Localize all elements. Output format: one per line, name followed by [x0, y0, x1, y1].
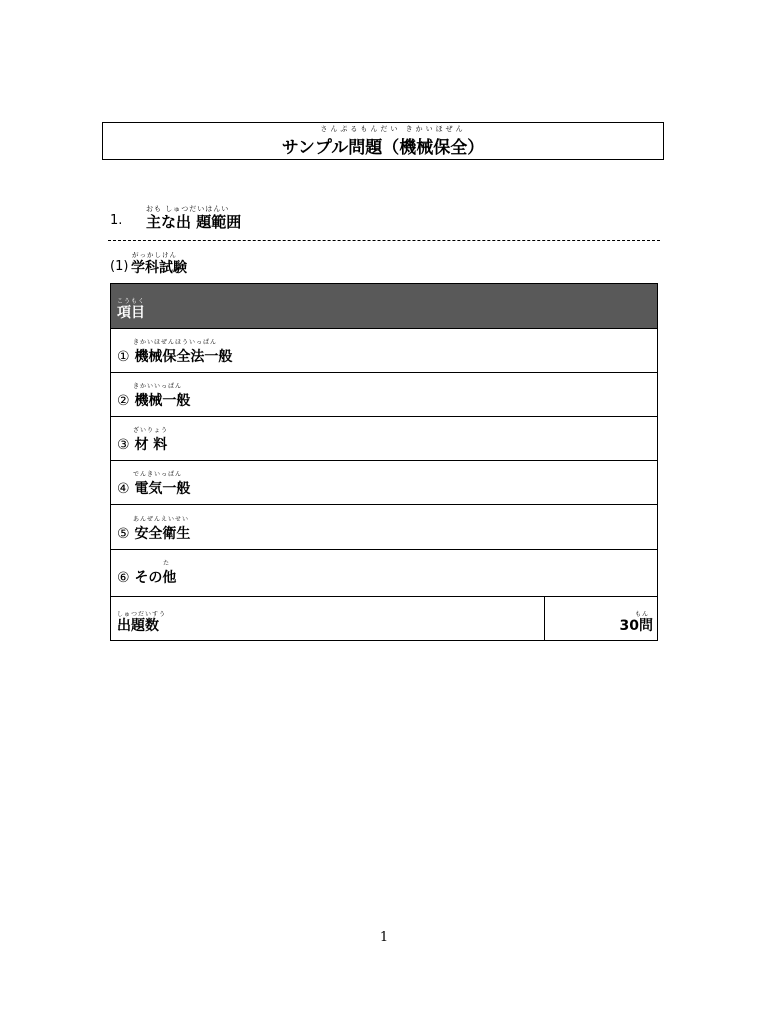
row-ruby: きかいほぜんほういっぱん [133, 339, 218, 346]
question-count-label: 出題数 [117, 618, 159, 634]
row-label [117, 434, 167, 454]
footer-label-ruby: しゅつだいすう [117, 611, 167, 618]
table-row [111, 550, 657, 594]
header-label: 項目 [117, 305, 145, 321]
row-text: 電気一般 [134, 481, 191, 497]
table-row [111, 506, 657, 550]
row-ruby: でんきいっぱん [133, 471, 183, 478]
row-text: 機械保全法一般 [134, 349, 233, 365]
row-mark: ③ [117, 437, 130, 453]
page-number: 1 [379, 930, 389, 945]
row-ruby: きかいいっぱん [133, 383, 183, 390]
section-ruby: おも しゅつだいはんい [146, 205, 230, 213]
row-mark: ⑤ [117, 526, 130, 542]
row-mark: ② [117, 393, 130, 409]
subsection-number: (1) [110, 259, 129, 274]
title-box [102, 122, 664, 160]
row-label [117, 346, 232, 366]
footer-value-ruby: もん [634, 611, 649, 618]
section-title: 主な出 題範囲 [146, 213, 242, 231]
row-mark: ⑥ [117, 570, 130, 586]
row-mark: ④ [117, 481, 130, 497]
footer-divider [544, 597, 545, 641]
row-text: 材 料 [134, 437, 168, 453]
table-row [111, 373, 657, 417]
section-number: 1. [110, 213, 123, 228]
question-count-value: 30問 [619, 618, 653, 634]
row-ruby: た [163, 560, 171, 567]
subsection-heading [110, 250, 410, 276]
row-label [117, 567, 176, 587]
table-footer [111, 596, 657, 640]
topics-table [110, 283, 658, 641]
row-label [117, 390, 190, 410]
row-label [117, 523, 190, 543]
table-row [111, 417, 657, 461]
title-ruby: さんぷるもんだい きかいほぜん [320, 125, 466, 133]
row-mark: ① [117, 349, 130, 365]
table-header [111, 284, 657, 329]
table-row [111, 461, 657, 505]
page-title: サンプル問題（機械保全） [281, 138, 485, 158]
header-ruby: こうもく [117, 298, 146, 305]
row-text: 安全衛生 [134, 526, 191, 542]
table-row [111, 329, 657, 373]
row-ruby: ざいりょう [133, 427, 169, 434]
subsection-ruby: がっかしけん [132, 251, 177, 259]
row-label [117, 478, 190, 498]
section-heading [110, 204, 660, 240]
row-text: 機械一般 [134, 393, 191, 409]
row-text: その他 [134, 570, 177, 586]
dashed-divider [108, 240, 660, 241]
subsection-title: 学科試験 [131, 260, 187, 276]
row-ruby: あんぜんえいせい [133, 516, 190, 523]
